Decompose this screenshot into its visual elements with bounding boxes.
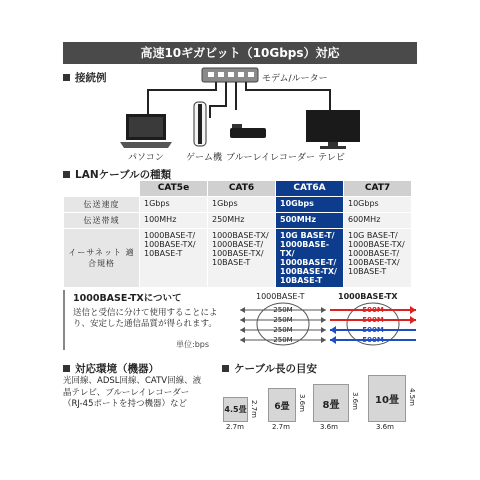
bluray-recorder-icon	[228, 122, 268, 142]
lan-table	[63, 180, 412, 288]
room-depth: 4.5m	[408, 388, 416, 406]
row-label: 伝送速度	[64, 197, 140, 213]
lane-label: 500M	[362, 316, 384, 324]
room-width: 3.6m	[376, 423, 394, 431]
section-bullet-icon	[222, 365, 229, 372]
table-row	[64, 229, 412, 288]
table-cell: 100MHz	[140, 213, 208, 229]
table-cell: 600MHz	[344, 213, 412, 229]
table-cell: 10Gbps	[276, 197, 344, 213]
lane-label: 250M	[273, 326, 293, 334]
diagram-tx-label: 1000BASE-TX	[338, 292, 398, 301]
table-cell: 10Gbps	[344, 197, 412, 213]
lane-label: 250M	[273, 336, 293, 344]
tx-note-title: 1000BASE-TXについて	[73, 293, 182, 304]
unit-label: 単位:bps	[176, 340, 210, 349]
tv-icon	[304, 108, 362, 150]
device-label-pc: パソコン	[128, 153, 164, 163]
diagram-tx	[328, 302, 418, 348]
row-label: 伝送帯域	[64, 213, 140, 229]
col-header: CAT5e	[140, 181, 208, 197]
lane-label: 250M	[273, 316, 293, 324]
room-depth: 2.7m	[250, 400, 258, 418]
col-header: CAT6A	[276, 181, 344, 197]
env-text: 光回線、ADSL回線、CATV回線、液晶テレビ、ブルーレイレコーダー（RJ-45ポートを持つ機器）など	[63, 376, 202, 409]
laptop-icon	[118, 112, 174, 150]
device-label-bluray: ブルーレイレコーダー	[226, 153, 316, 163]
lane-label: 500M	[362, 336, 384, 344]
lane-label: 500M	[362, 306, 384, 314]
device-label-tv: テレビ	[318, 153, 345, 163]
table-cell: 1000BASE-T/ 100BASE-TX/ 10BASE-T	[140, 229, 208, 288]
lane-label: 500M	[362, 326, 384, 334]
table-cell: 500MHz	[276, 213, 344, 229]
room-box: 4.5畳	[223, 397, 248, 422]
table-cell: 1Gbps	[208, 197, 276, 213]
lane-label: 250M	[273, 306, 293, 314]
table-row	[64, 213, 412, 229]
table-cell: 10G BASE-T/ 1000BASE-TX/ 1000BASE-T/ 100BASE-TX/ 10BASE-T	[344, 229, 412, 288]
section-bullet-icon	[63, 74, 70, 81]
game-console-icon	[190, 100, 210, 148]
section-bullet-icon	[63, 171, 70, 178]
table-corner	[64, 181, 140, 197]
col-header: CAT6	[208, 181, 276, 197]
diagram-t	[238, 302, 328, 348]
table-cell: 250MHz	[208, 213, 276, 229]
room-width: 3.6m	[320, 423, 338, 431]
room-box: 6畳	[268, 388, 296, 422]
col-header: CAT7	[344, 181, 412, 197]
device-label-game: ゲーム機	[186, 153, 223, 163]
room-box: 10畳	[368, 375, 406, 422]
table-cell: 1000BASE-TX/ 1000BASE-T/ 100BASE-TX/ 10BASE-T	[208, 229, 276, 288]
lan-heading-text: LANケーブルの種類	[75, 169, 172, 181]
tx-note-text: 送信と受信に分けて使用することにより、安定した通信品質が得られます。	[73, 308, 218, 329]
table-cell: 1Gbps	[140, 197, 208, 213]
page-banner: 高速10ギガビット（10Gbps）対応	[63, 42, 417, 64]
room-width: 2.7m	[272, 423, 290, 431]
room-width: 2.7m	[226, 423, 244, 431]
cable-length-heading-text: ケーブル長の目安	[234, 363, 318, 375]
connection-heading-text: 接続例	[75, 72, 107, 84]
env-heading-text: 対応環境（機器）	[75, 363, 159, 375]
row-label: イーサネット 適合規格	[64, 229, 140, 288]
cable-length-heading	[222, 361, 317, 376]
table-cell: 10G BASE-T/ 1000BASE-TX/ 1000BASE-T/ 100BASE-TX/ 10BASE-T	[276, 229, 344, 288]
connection-heading	[63, 70, 107, 85]
room-depth: 3.6m	[298, 394, 306, 412]
section-bullet-icon	[63, 365, 70, 372]
table-header-row	[64, 181, 412, 197]
room-box: 8畳	[313, 384, 349, 422]
env-heading	[63, 361, 159, 376]
diagram-t-label: 1000BASE-T	[256, 292, 305, 301]
table-row	[64, 197, 412, 213]
room-depth: 3.6m	[351, 392, 359, 410]
router-label: モデム/ルーター	[262, 74, 328, 84]
